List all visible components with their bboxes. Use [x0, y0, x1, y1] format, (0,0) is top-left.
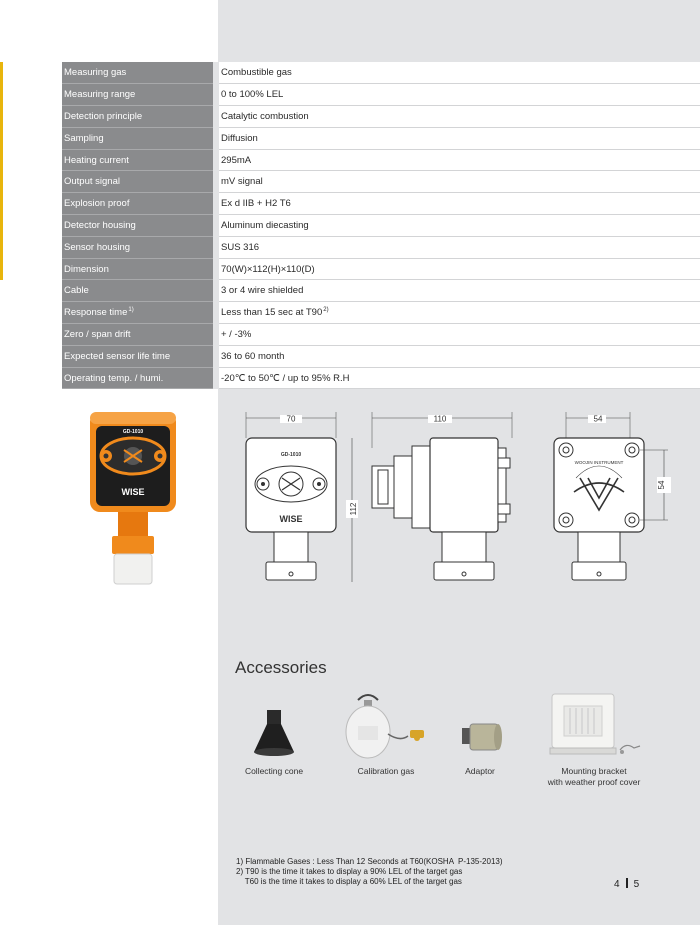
spec-value-text: 36 to 60 month: [221, 350, 285, 362]
spec-value: [219, 215, 700, 237]
spec-label: [62, 367, 213, 389]
spec-label: [62, 106, 213, 128]
spec-value: [219, 236, 700, 258]
photo-model-text: GD-1010: [122, 429, 144, 435]
spec-label-text: Operating temp. / humi.: [64, 372, 164, 384]
spec-value: [219, 302, 700, 324]
spec-label: [62, 302, 213, 324]
spec-row: [62, 215, 700, 237]
spec-row: [62, 345, 700, 367]
spec-row: [62, 62, 700, 84]
spec-value: [219, 280, 700, 302]
front-height-dimension: 112: [349, 502, 358, 516]
footnote-3: T60 is the time it takes to display a 60% LEL of the target gas: [236, 877, 462, 886]
spec-value-text: Less than 15 sec at T90: [221, 307, 323, 319]
spec-label: [62, 280, 213, 302]
page-number: [614, 878, 639, 890]
page-separator: [626, 878, 628, 888]
spec-value: [219, 127, 700, 149]
spec-value: [219, 345, 700, 367]
spec-label-text: Explosion proof: [64, 198, 130, 210]
spec-label-text: Response time: [64, 307, 128, 319]
mounting-bracket-label: [540, 766, 648, 788]
spec-value-text: Catalytic combustion: [221, 110, 309, 122]
spec-value-text: Combustible gas: [221, 67, 292, 79]
spec-label: [62, 258, 213, 280]
spec-label-text: Heating current: [64, 154, 129, 166]
spec-label: [62, 324, 213, 346]
spec-label-text: Detector housing: [64, 219, 136, 231]
spec-row: [62, 106, 700, 128]
spec-value-text: Ex d IIB + H2 T6: [221, 198, 291, 210]
adaptor-image: [452, 690, 508, 760]
spec-value: [219, 193, 700, 215]
spec-label: [62, 62, 213, 84]
accessory-calibration-gas: [338, 690, 434, 777]
spec-label: [62, 236, 213, 258]
product-photo: [84, 410, 194, 590]
side-view-drawing: [362, 408, 522, 588]
spec-value: [219, 106, 700, 128]
spec-table: [62, 62, 700, 389]
mounting-bracket-image: [540, 690, 648, 760]
footnotes: [236, 857, 503, 887]
spec-row: [62, 193, 700, 215]
front-brand-text: WISE: [279, 514, 303, 524]
back-width-dimension: 54: [593, 414, 603, 424]
spec-label-text: Sensor housing: [64, 241, 131, 253]
spec-label: [62, 149, 213, 171]
spec-row: [62, 84, 700, 106]
page-number-left: 4: [614, 879, 620, 890]
spec-label-text: Detection principle: [64, 110, 143, 122]
mounting-bracket-label-line2: with weather proof cover: [547, 777, 641, 787]
calibration-gas-image: [338, 690, 434, 760]
spec-value: [219, 367, 700, 389]
mounting-bracket-label-line1: Mounting bracket: [561, 766, 627, 776]
spec-row: [62, 367, 700, 389]
spec-label: [62, 215, 213, 237]
spec-row: [62, 127, 700, 149]
back-height-dimension: 54: [657, 480, 666, 490]
page-number-right: 5: [633, 879, 640, 890]
adaptor-label: Adaptor: [465, 766, 495, 776]
spec-value-text: SUS 316: [221, 241, 260, 253]
accessory-adaptor: [452, 690, 508, 777]
footnote-2: 2) T90 is the time it takes to display a 90% LEL of the target gas: [236, 867, 463, 876]
collecting-cone-label: Collecting cone: [244, 766, 304, 776]
spec-label-text: Sampling: [64, 132, 104, 144]
spec-row: [62, 324, 700, 346]
spec-value-text: 3 or 4 wire shielded: [221, 285, 304, 297]
calibration-gas-label: Calibration gas: [357, 766, 415, 776]
spec-value: [219, 84, 700, 106]
accent-bar: [0, 62, 3, 280]
spec-label-text: Measuring range: [64, 89, 136, 101]
front-model-text: GD-1010: [280, 452, 302, 458]
front-view-drawing: [236, 408, 356, 588]
spec-value-text: + / -3%: [221, 328, 252, 340]
spec-label: [62, 84, 213, 106]
footnote-1: 1) Flammable Gases : Less Than 12 Seconds at T60(KOSHA P-135-2013): [236, 857, 503, 866]
spec-value-text: Diffusion: [221, 132, 258, 144]
spec-row: [62, 302, 700, 324]
spec-value-text: mV signal: [221, 176, 263, 188]
spec-value: [219, 171, 700, 193]
accessories-title: Accessories: [235, 658, 327, 677]
spec-row: [62, 236, 700, 258]
spec-value-text: 70(W)×112(H)×110(D): [221, 263, 315, 275]
spec-value: [219, 149, 700, 171]
spec-value-text: Aluminum diecasting: [221, 219, 309, 231]
spec-label-text: Zero / span drift: [64, 328, 131, 340]
accessory-mounting-bracket: [540, 690, 648, 788]
spec-label-text: Cable: [64, 285, 89, 297]
back-logo-text: WOOJIN INSTRUMENT: [574, 460, 624, 465]
spec-row: [62, 171, 700, 193]
spec-label: [62, 127, 213, 149]
spec-label: [62, 171, 213, 193]
spec-value: [219, 258, 700, 280]
side-depth-dimension: 110: [433, 414, 447, 424]
spec-row: [62, 149, 700, 171]
spec-label-footnote-ref: 1): [128, 307, 134, 314]
spec-label-text: Output signal: [64, 176, 120, 188]
spec-value-footnote-ref: 2): [323, 307, 329, 314]
spec-row: [62, 280, 700, 302]
front-width-dimension: 70: [286, 414, 296, 424]
photo-brand-text: WISE: [121, 487, 145, 497]
collecting-cone-image: [244, 690, 304, 760]
spec-value: [219, 324, 700, 346]
spec-label-text: Dimension: [64, 263, 109, 275]
back-view-drawing: [540, 408, 680, 588]
spec-value-text: 0 to 100% LEL: [221, 89, 284, 101]
spec-label: [62, 193, 213, 215]
spec-label-text: Expected sensor life time: [64, 350, 171, 362]
spec-row: [62, 258, 700, 280]
accessory-collecting-cone: [238, 690, 310, 777]
spec-label-text: Measuring gas: [64, 67, 127, 79]
spec-value-text: 295mA: [221, 154, 252, 166]
spec-value: [219, 62, 700, 84]
spec-value-text: -20℃ to 50℃ / up to 95% R.H: [221, 372, 350, 384]
spec-label: [62, 345, 213, 367]
